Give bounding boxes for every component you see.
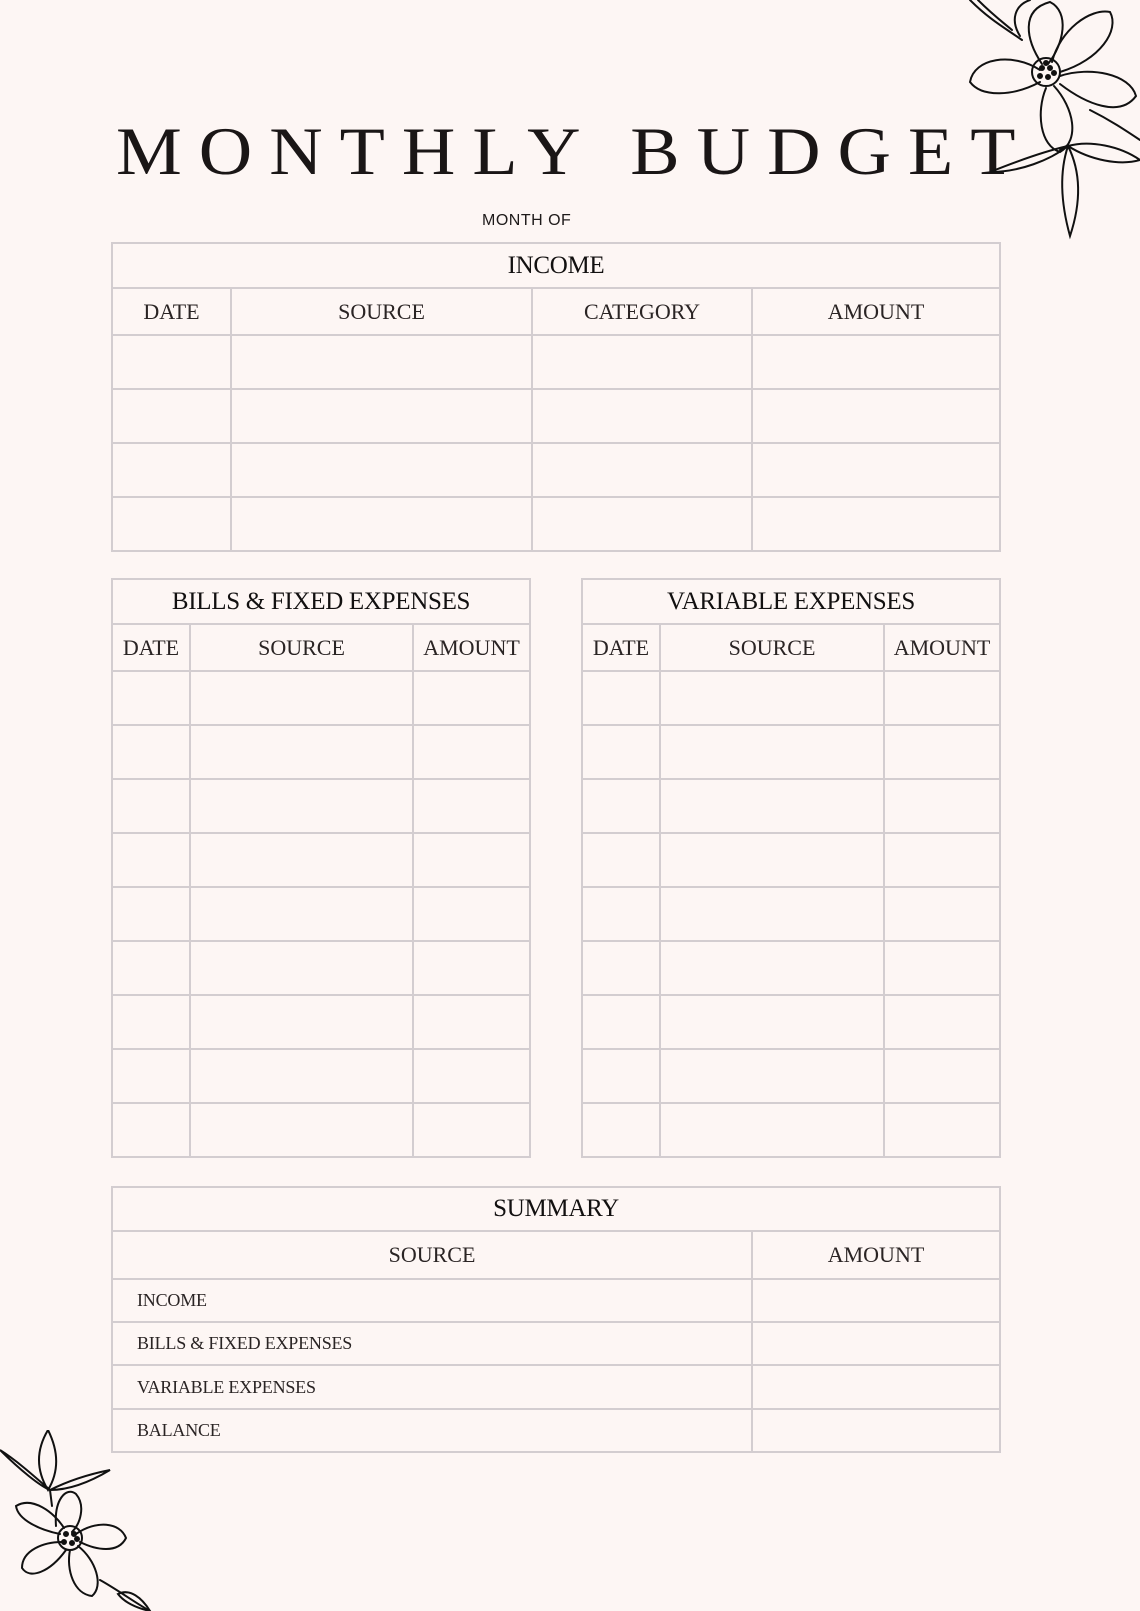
- income-source-cell[interactable]: [231, 497, 532, 551]
- variable-source-cell[interactable]: [660, 833, 884, 887]
- table-row: [582, 779, 1000, 833]
- income-source-cell[interactable]: [231, 389, 532, 443]
- income-header-category: CATEGORY: [532, 288, 752, 335]
- variable-title: VARIABLE EXPENSES: [582, 579, 1000, 624]
- summary-label: BILLS & FIXED EXPENSES: [112, 1322, 752, 1365]
- income-date-cell[interactable]: [112, 335, 231, 389]
- income-amount-cell[interactable]: [752, 497, 1000, 551]
- bills-source-cell[interactable]: [190, 887, 413, 941]
- variable-amount-cell[interactable]: [884, 779, 1000, 833]
- summary-row-income: [112, 1279, 1000, 1322]
- variable-amount-cell[interactable]: [884, 941, 1000, 995]
- variable-header-amount: AMOUNT: [884, 624, 1000, 671]
- income-category-cell[interactable]: [532, 443, 752, 497]
- summary-title: SUMMARY: [112, 1187, 1000, 1231]
- variable-date-cell[interactable]: [582, 941, 660, 995]
- table-row: [582, 941, 1000, 995]
- income-amount-cell[interactable]: [752, 335, 1000, 389]
- table-row: [582, 671, 1000, 725]
- variable-source-cell[interactable]: [660, 1103, 884, 1157]
- income-date-cell[interactable]: [112, 443, 231, 497]
- variable-table: [581, 578, 1001, 1158]
- variable-date-cell[interactable]: [582, 833, 660, 887]
- summary-header-amount: AMOUNT: [752, 1231, 1000, 1279]
- bills-amount-cell[interactable]: [413, 941, 530, 995]
- income-source-cell[interactable]: [231, 443, 532, 497]
- variable-source-cell[interactable]: [660, 725, 884, 779]
- variable-amount-cell[interactable]: [884, 725, 1000, 779]
- table-row: [112, 833, 530, 887]
- income-category-cell[interactable]: [532, 335, 752, 389]
- income-amount-cell[interactable]: [752, 443, 1000, 497]
- table-row: [112, 497, 1000, 551]
- variable-date-cell[interactable]: [582, 995, 660, 1049]
- bills-amount-cell[interactable]: [413, 725, 530, 779]
- variable-date-cell[interactable]: [582, 1049, 660, 1103]
- variable-amount-cell[interactable]: [884, 887, 1000, 941]
- table-row: [112, 1103, 530, 1157]
- bills-date-cell[interactable]: [112, 941, 190, 995]
- income-source-cell[interactable]: [231, 335, 532, 389]
- variable-amount-cell[interactable]: [884, 995, 1000, 1049]
- bills-source-cell[interactable]: [190, 1049, 413, 1103]
- summary-row-balance: [112, 1409, 1000, 1452]
- bills-source-cell[interactable]: [190, 779, 413, 833]
- table-row: [112, 941, 530, 995]
- bills-amount-cell[interactable]: [413, 1103, 530, 1157]
- bills-date-cell[interactable]: [112, 1049, 190, 1103]
- bills-amount-cell[interactable]: [413, 833, 530, 887]
- table-row: [112, 335, 1000, 389]
- table-row: [112, 779, 530, 833]
- variable-header-date: DATE: [582, 624, 660, 671]
- variable-date-cell[interactable]: [582, 725, 660, 779]
- variable-date-cell[interactable]: [582, 887, 660, 941]
- flower-icon: [960, 0, 1140, 240]
- variable-source-cell[interactable]: [660, 941, 884, 995]
- income-header-source: SOURCE: [231, 288, 532, 335]
- income-amount-cell[interactable]: [752, 389, 1000, 443]
- bills-source-cell[interactable]: [190, 941, 413, 995]
- bills-date-cell[interactable]: [112, 1103, 190, 1157]
- bills-date-cell[interactable]: [112, 833, 190, 887]
- variable-amount-cell[interactable]: [884, 1049, 1000, 1103]
- bills-amount-cell[interactable]: [413, 1049, 530, 1103]
- bills-date-cell[interactable]: [112, 725, 190, 779]
- income-header-amount: AMOUNT: [752, 288, 1000, 335]
- bills-source-cell[interactable]: [190, 833, 413, 887]
- summary-amount-cell[interactable]: [752, 1409, 1000, 1452]
- summary-row-bills: [112, 1322, 1000, 1365]
- table-row: [582, 833, 1000, 887]
- summary-table: [111, 1186, 1001, 1453]
- table-row: [112, 725, 530, 779]
- bills-date-cell[interactable]: [112, 671, 190, 725]
- income-title: INCOME: [112, 243, 1000, 288]
- income-table: [111, 242, 1001, 552]
- bills-header-date: DATE: [112, 624, 190, 671]
- variable-amount-cell[interactable]: [884, 671, 1000, 725]
- bills-date-cell[interactable]: [112, 995, 190, 1049]
- bills-header-source: SOURCE: [190, 624, 413, 671]
- variable-date-cell[interactable]: [582, 1103, 660, 1157]
- variable-source-cell[interactable]: [660, 779, 884, 833]
- income-category-cell[interactable]: [532, 389, 752, 443]
- variable-source-cell[interactable]: [660, 671, 884, 725]
- summary-amount-cell[interactable]: [752, 1279, 1000, 1322]
- variable-source-cell[interactable]: [660, 995, 884, 1049]
- bills-amount-cell[interactable]: [413, 995, 530, 1049]
- month-of-label: MONTH OF: [482, 212, 572, 229]
- table-row: [582, 1049, 1000, 1103]
- bills-amount-cell[interactable]: [413, 671, 530, 725]
- summary-label: BALANCE: [112, 1409, 752, 1452]
- bills-date-cell[interactable]: [112, 779, 190, 833]
- variable-date-cell[interactable]: [582, 779, 660, 833]
- table-row: [582, 725, 1000, 779]
- bills-title: BILLS & FIXED EXPENSES: [112, 579, 530, 624]
- page-title: MONTHLY BUDGET: [116, 114, 1033, 190]
- variable-source-cell[interactable]: [660, 887, 884, 941]
- table-row: [582, 995, 1000, 1049]
- summary-label: VARIABLE EXPENSES: [112, 1365, 752, 1409]
- summary-label: INCOME: [112, 1279, 752, 1322]
- bills-date-cell[interactable]: [112, 887, 190, 941]
- bills-source-cell[interactable]: [190, 1103, 413, 1157]
- variable-header-source: SOURCE: [660, 624, 884, 671]
- bills-amount-cell[interactable]: [413, 779, 530, 833]
- income-category-cell[interactable]: [532, 497, 752, 551]
- variable-amount-cell[interactable]: [884, 833, 1000, 887]
- table-row: [582, 1103, 1000, 1157]
- income-header-date: DATE: [112, 288, 231, 335]
- variable-source-cell[interactable]: [660, 1049, 884, 1103]
- income-date-cell[interactable]: [112, 389, 231, 443]
- table-row: [112, 443, 1000, 497]
- table-row: [112, 671, 530, 725]
- table-row: [112, 995, 530, 1049]
- bills-table: [111, 578, 531, 1158]
- table-row: [112, 389, 1000, 443]
- bills-source-cell[interactable]: [190, 671, 413, 725]
- variable-date-cell[interactable]: [582, 671, 660, 725]
- summary-header-source: SOURCE: [112, 1231, 752, 1279]
- bills-source-cell[interactable]: [190, 725, 413, 779]
- income-date-cell[interactable]: [112, 497, 231, 551]
- table-row: [112, 887, 530, 941]
- variable-amount-cell[interactable]: [884, 1103, 1000, 1157]
- summary-amount-cell[interactable]: [752, 1365, 1000, 1409]
- flower-icon: [0, 1430, 160, 1611]
- summary-amount-cell[interactable]: [752, 1322, 1000, 1365]
- bills-source-cell[interactable]: [190, 995, 413, 1049]
- bills-amount-cell[interactable]: [413, 887, 530, 941]
- bills-header-amount: AMOUNT: [413, 624, 530, 671]
- table-row: [112, 1049, 530, 1103]
- summary-row-variable: [112, 1365, 1000, 1409]
- table-row: [582, 887, 1000, 941]
